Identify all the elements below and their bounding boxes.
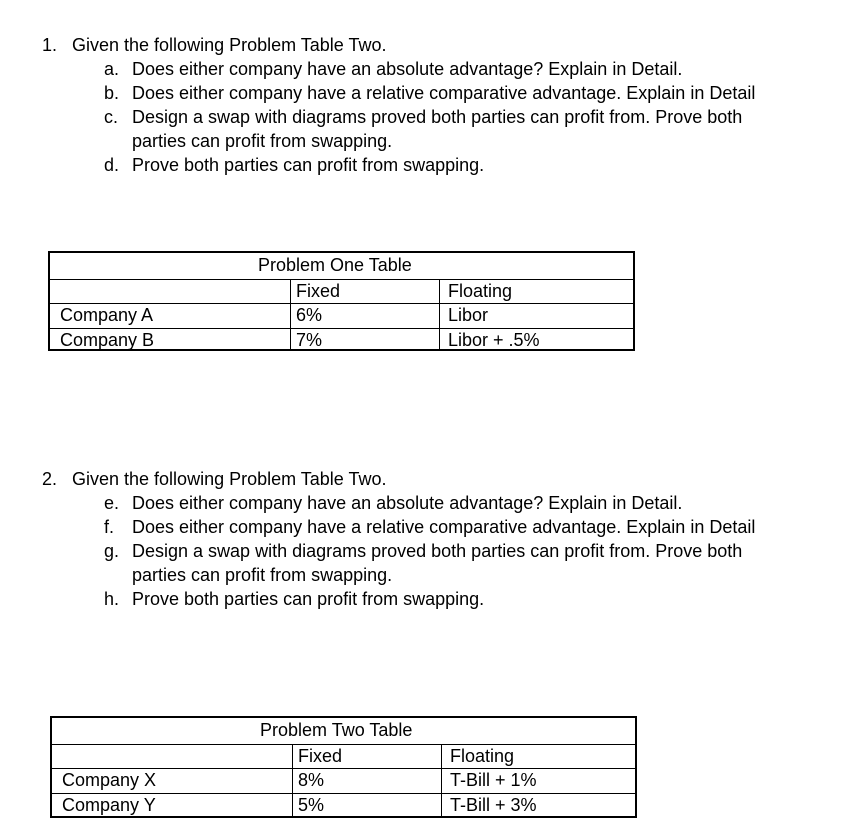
question-2-item-g-continued: parties can profit from swapping. (132, 565, 393, 585)
item-text: Does either company have a relative comparative advantage. Explain in Detail (132, 517, 756, 537)
question-1-number: 1. (42, 35, 58, 55)
question-2-item-e (104, 492, 682, 514)
item-label: b. (104, 83, 120, 103)
question-2-number: 2. (42, 469, 58, 489)
question-1-item-a (104, 58, 682, 80)
header-fixed: Fixed (296, 281, 341, 301)
row-company-b: Company B (60, 330, 155, 350)
question-2-item-g (104, 540, 742, 562)
cell-fixed: 5% (298, 795, 325, 815)
cell-fixed: 8% (298, 770, 325, 790)
question-2-item-f (104, 516, 755, 538)
question-1-item-b (104, 82, 755, 104)
item-text: Does either company have a relative comparative advantage. Explain in Detail (132, 83, 756, 103)
row-company-y: Company Y (62, 795, 156, 815)
table-title-row (50, 253, 633, 280)
cell-floating: T-Bill + 3% (450, 795, 537, 815)
problem-one-table (48, 251, 635, 351)
header-fixed: Fixed (298, 746, 343, 766)
item-label: a. (104, 59, 120, 79)
table-title: Problem Two Table (260, 720, 413, 740)
item-text: Prove both parties can profit from swapping. (132, 155, 485, 175)
item-text: Design a swap with diagrams proved both parties can profit from. Prove both (132, 541, 743, 561)
item-text: Does either company have an absolute advantage? Explain in Detail. (132, 59, 683, 79)
table-title-row (52, 718, 635, 745)
column-divider (292, 744, 293, 816)
item-label: h. (104, 589, 120, 609)
cell-floating: Libor + .5% (448, 330, 540, 350)
table-title: Problem One Table (258, 255, 412, 275)
column-divider (439, 279, 440, 349)
item-label: e. (104, 493, 120, 513)
question-2-item-h (104, 588, 484, 610)
problem-two-table (50, 716, 637, 818)
item-label: d. (104, 155, 120, 175)
item-text: Design a swap with diagrams proved both parties can profit from. Prove both (132, 107, 743, 127)
item-label: g. (104, 541, 120, 561)
row-company-x: Company X (62, 770, 157, 790)
header-floating: Floating (450, 746, 515, 766)
item-text: Prove both parties can profit from swapping. (132, 589, 485, 609)
header-floating: Floating (448, 281, 513, 301)
question-2-heading (42, 468, 387, 490)
item-text: Does either company have an absolute advantage? Explain in Detail. (132, 493, 683, 513)
question-1-heading (42, 34, 387, 56)
cell-floating: Libor (448, 305, 489, 325)
question-1-item-c (104, 106, 742, 128)
item-label: c. (104, 107, 119, 127)
cell-fixed: 6% (296, 305, 323, 325)
cell-fixed: 7% (296, 330, 323, 350)
question-2-intro: Given the following Problem Table Two. (72, 469, 387, 489)
row-company-a: Company A (60, 305, 154, 325)
question-1-intro: Given the following Problem Table Two. (72, 35, 387, 55)
column-divider (441, 744, 442, 816)
item-label: f. (104, 517, 115, 537)
question-1-item-c-continued: parties can profit from swapping. (132, 131, 393, 151)
column-divider (290, 279, 291, 349)
cell-floating: T-Bill + 1% (450, 770, 537, 790)
question-1-item-d (104, 154, 484, 176)
